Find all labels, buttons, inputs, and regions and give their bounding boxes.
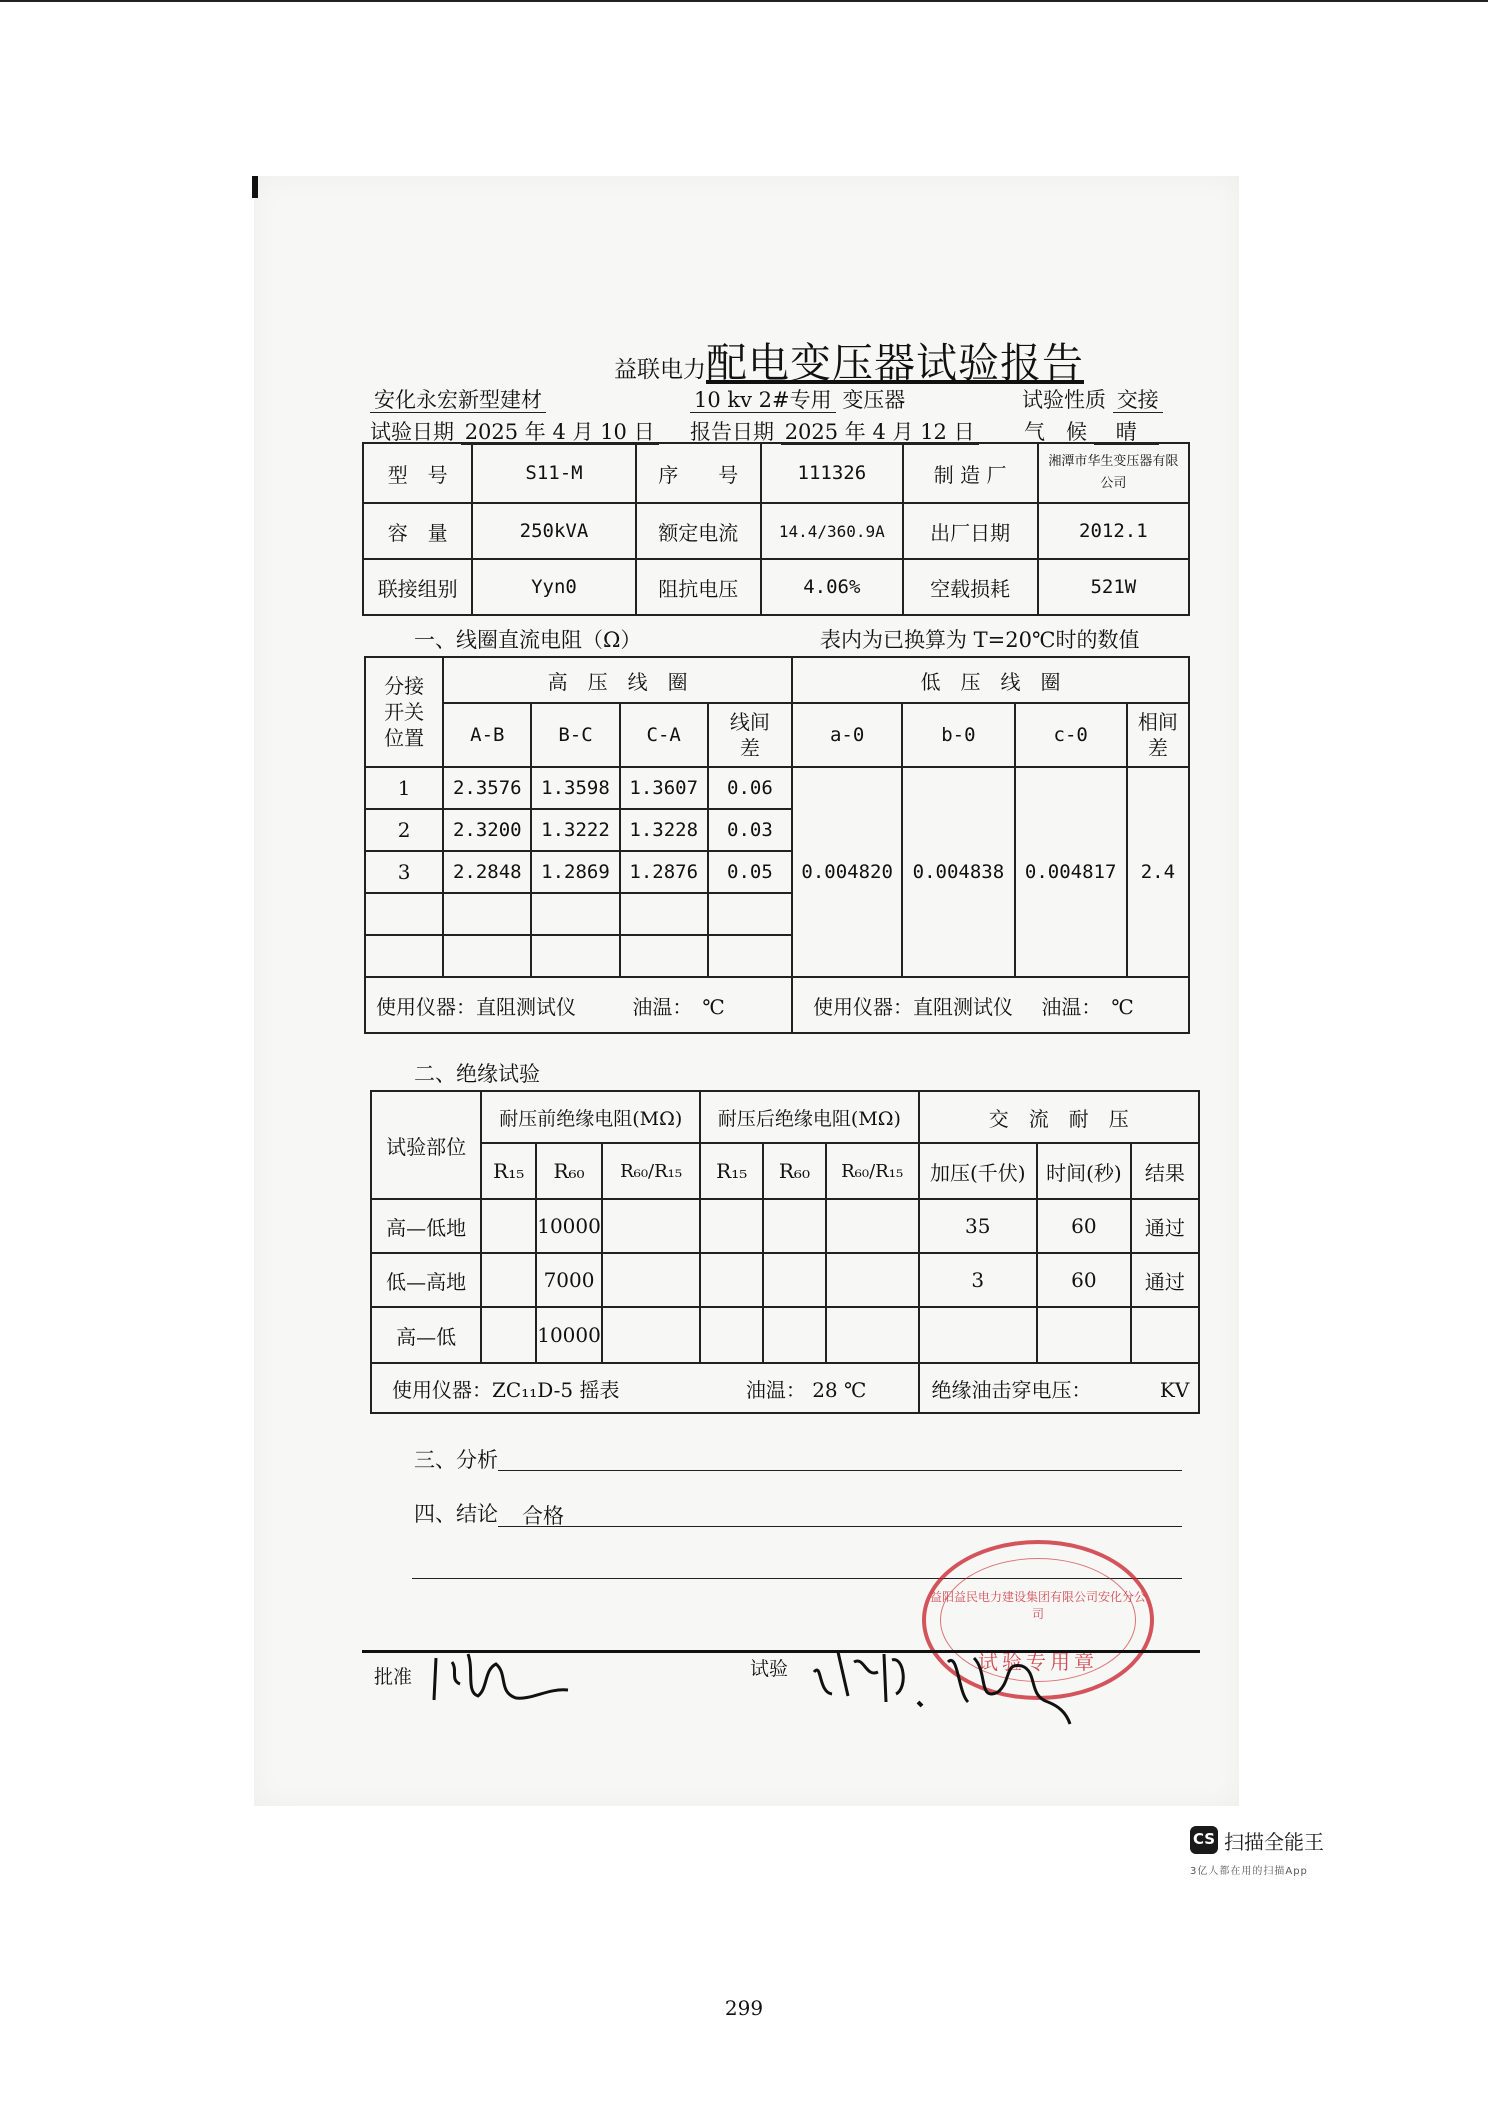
dc-resistance-table: [364, 656, 1190, 1034]
approver-signature: [428, 1640, 578, 1710]
conclusion-underline: [498, 1526, 1182, 1527]
col-phase-diff-text: 相间差: [1137, 710, 1178, 760]
part-cell: 低—高地: [371, 1253, 481, 1307]
col-b-c: B-C: [531, 703, 619, 767]
serial-value: 111326: [761, 443, 903, 503]
ac-header: 交 流 耐 压: [919, 1091, 1199, 1143]
title-prefix: 益联电力: [614, 357, 706, 383]
sec-cell: 60: [1037, 1253, 1131, 1307]
diff-cell: 0.06: [708, 767, 792, 809]
company-name: [370, 384, 546, 414]
before-ratio: R₆₀/R₁₅: [602, 1143, 701, 1199]
result-cell: 通过: [1131, 1199, 1199, 1253]
nameplate-table: [362, 442, 1190, 616]
factory-date-label: 出厂日期: [903, 503, 1038, 559]
analysis-label: 三、分析: [414, 1448, 498, 1472]
kv-cell: 35: [919, 1199, 1037, 1253]
insulation-instrument: 使用仪器：ZC₁₁D-5 摇表: [392, 1377, 620, 1402]
col-c-0: c-0: [1015, 703, 1127, 767]
empty-cell: [443, 893, 531, 935]
col-b-0: b-0: [902, 703, 1014, 767]
empty-cell: [531, 893, 619, 935]
sec-cell: 60: [1037, 1199, 1131, 1253]
empty-cell: [826, 1307, 919, 1363]
transformer-suffix: 变压器: [842, 388, 906, 412]
tap-cell: 1: [365, 767, 443, 809]
insulation-row-3: [371, 1307, 1199, 1363]
model-label: 型 号: [363, 443, 472, 503]
after-r60: R₆₀: [763, 1143, 826, 1199]
maker-value: 湘潭市华生变压器有限公司: [1038, 443, 1189, 503]
model-value: S11-M: [472, 443, 635, 503]
empty-cell: [763, 1307, 826, 1363]
empty-cell: [620, 935, 708, 977]
noload-label: 空载损耗: [903, 559, 1038, 615]
app-name: 扫描全能王: [1224, 1830, 1324, 1854]
col-line-diff-text: 线间差: [729, 710, 770, 760]
diff-cell: 0.03: [708, 809, 792, 851]
kv-cell: 3: [919, 1253, 1037, 1307]
logo-text: CS: [1192, 1830, 1216, 1848]
nature-value: 交接: [1113, 388, 1163, 413]
connection-label: 联接组别: [363, 559, 472, 615]
col-c-a: C-A: [620, 703, 708, 767]
seal-text: 益阳益民电力建设集团有限公司安化分公司: [929, 1590, 1146, 1621]
tap-cell: 2: [365, 809, 443, 851]
report-date-value: 2025 年 4 月 12 日: [781, 420, 979, 445]
maker-label: 制 造 厂: [903, 443, 1038, 503]
after-header: 耐压后绝缘电阻(MΩ): [700, 1091, 918, 1143]
company-value: 安化永宏新型建材: [370, 388, 546, 413]
test-label: 试验: [750, 1658, 789, 1680]
nature-label: 试验性质: [1022, 388, 1106, 412]
seal-sub-text: 试验专用章: [978, 1650, 1098, 1674]
empty-cell: [602, 1253, 701, 1307]
noload-value: 521W: [1038, 559, 1189, 615]
part-cell: 高—低地: [371, 1199, 481, 1253]
tap-header-text: 分接开关位置: [384, 674, 425, 750]
empty-cell: [602, 1199, 701, 1253]
empty-cell: [708, 935, 792, 977]
tester-signatures: [808, 1632, 1088, 1728]
before-r60: R₆₀: [536, 1143, 602, 1199]
insulation-row-1: [371, 1199, 1199, 1253]
analysis-underline: [498, 1470, 1182, 1471]
empty-cell: [826, 1199, 919, 1253]
tap-cell: 3: [365, 851, 443, 893]
before-header: 耐压前绝缘电阻(MΩ): [481, 1091, 700, 1143]
breakdown-unit: KV: [1159, 1377, 1190, 1402]
transformer-name: [690, 384, 905, 414]
lv-oil-temp: 油温： ℃: [1041, 994, 1134, 1019]
approve-label: 批准: [374, 1666, 413, 1688]
time-header: 时间(秒): [1037, 1143, 1131, 1199]
rated-current-label: 额定电流: [636, 503, 761, 559]
breakdown-label: 绝缘油击穿电压：: [931, 1377, 1092, 1402]
conclusion-label: 四、结论: [414, 1502, 498, 1526]
insulation-section-title: 二、绝缘试验: [414, 1062, 540, 1086]
impedance-label: 阻抗电压: [636, 559, 761, 615]
test-date-value: 2025 年 4 月 10 日: [461, 420, 659, 445]
weather-label: 气 候: [1024, 420, 1087, 444]
empty-cell: [763, 1253, 826, 1307]
empty-cell: [602, 1307, 701, 1363]
lv-diff-value: 2.4: [1127, 767, 1189, 977]
serial-label: 序 号: [636, 443, 761, 503]
empty-cell: [365, 893, 443, 935]
lv-instrument-row: [792, 977, 1189, 1033]
transformer-value: 10 kv 2#专用: [690, 388, 836, 413]
conclusion-value: 合格: [522, 1504, 564, 1528]
r60-cell: 10000: [536, 1199, 602, 1253]
insulation-row-2: [371, 1253, 1199, 1307]
col-phase-diff: [1127, 703, 1189, 767]
result-cell: 通过: [1131, 1253, 1199, 1307]
empty-cell: [826, 1253, 919, 1307]
bc-cell: 1.2869: [531, 851, 619, 893]
hv-header: 高 压 线 圈: [443, 657, 792, 703]
col-a-0: a-0: [792, 703, 902, 767]
ab-cell: 2.3200: [443, 809, 531, 851]
bc-cell: 1.3598: [531, 767, 619, 809]
sec-cell: [1037, 1307, 1131, 1363]
empty-cell: [708, 893, 792, 935]
result-header: 结果: [1131, 1143, 1199, 1199]
test-date-label: 试验日期: [370, 420, 454, 444]
capacity-label: 容 量: [363, 503, 472, 559]
empty-cell: [481, 1253, 536, 1307]
ca-cell: 1.2876: [620, 851, 708, 893]
empty-cell: [481, 1199, 536, 1253]
part-header: 试验部位: [371, 1091, 481, 1199]
empty-cell: [481, 1307, 536, 1363]
camscanner-logo-icon: [1190, 1826, 1218, 1854]
ab-cell: 2.2848: [443, 851, 531, 893]
factory-date-value: 2012.1: [1038, 503, 1189, 559]
empty-cell: [365, 935, 443, 977]
impedance-value: 4.06%: [761, 559, 903, 615]
ca-cell: 1.3607: [620, 767, 708, 809]
tap-header: [365, 657, 443, 767]
c0-value: 0.004817: [1015, 767, 1127, 977]
hv-instrument-row: [365, 977, 792, 1033]
b0-value: 0.004838: [902, 767, 1014, 977]
report-title: [614, 330, 1084, 389]
diff-cell: 0.05: [708, 851, 792, 893]
after-ratio: R₆₀/R₁₅: [826, 1143, 919, 1199]
empty-cell: [700, 1253, 763, 1307]
page-number: 299: [724, 1996, 764, 2020]
app-tagline: 3亿人都在用的扫描App: [1190, 1866, 1308, 1877]
report-date-label: 报告日期: [690, 420, 774, 444]
test-nature: [1022, 384, 1163, 414]
scan-edge-mark: [252, 176, 258, 198]
empty-cell: [443, 935, 531, 977]
insulation-instrument-row: [371, 1363, 919, 1413]
rated-current-value: 14.4/360.9A: [761, 503, 903, 559]
capacity-value: 250kVA: [472, 503, 635, 559]
ca-cell: 1.3228: [620, 809, 708, 851]
a0-value: 0.004820: [792, 767, 902, 977]
weather-value: 晴: [1094, 420, 1159, 445]
ab-cell: 2.3576: [443, 767, 531, 809]
voltage-header: 加压(千伏): [919, 1143, 1037, 1199]
bc-cell: 1.3222: [531, 809, 619, 851]
empty-cell: [700, 1307, 763, 1363]
r60-cell: 7000: [536, 1253, 602, 1307]
insulation-table: [370, 1090, 1200, 1414]
part-cell: 高—低: [371, 1307, 481, 1363]
empty-cell: [620, 893, 708, 935]
lv-header: 低 压 线 圈: [792, 657, 1189, 703]
hv-instrument: 使用仪器：直阻测试仪: [376, 994, 576, 1019]
hv-oil-temp: 油温： ℃: [632, 994, 725, 1019]
empty-cell: [700, 1199, 763, 1253]
top-border-line: [0, 0, 1488, 2]
col-line-diff: [708, 703, 792, 767]
col-a-b: A-B: [443, 703, 531, 767]
empty-cell: [763, 1199, 826, 1253]
lv-instrument: 使用仪器：直阻测试仪: [813, 994, 1013, 1019]
empty-cell: [531, 935, 619, 977]
r60-cell: 10000: [536, 1307, 602, 1363]
title-main: 配电变压器试验报告: [706, 339, 1084, 387]
connection-value: Yyn0: [472, 559, 635, 615]
insulation-oil-temp: 油温： 28 ℃: [745, 1377, 867, 1402]
dc-row-1: [365, 767, 1189, 809]
kv-cell: [919, 1307, 1037, 1363]
result-cell: [1131, 1307, 1199, 1363]
before-r15: R₁₅: [481, 1143, 536, 1199]
dc-section-title: 一、线圈直流电阻（Ω）: [414, 628, 642, 652]
breakdown-row: [919, 1363, 1199, 1413]
dc-note: 表内为已换算为 T=20℃时的数值: [820, 628, 1140, 652]
after-r15: R₁₅: [700, 1143, 763, 1199]
